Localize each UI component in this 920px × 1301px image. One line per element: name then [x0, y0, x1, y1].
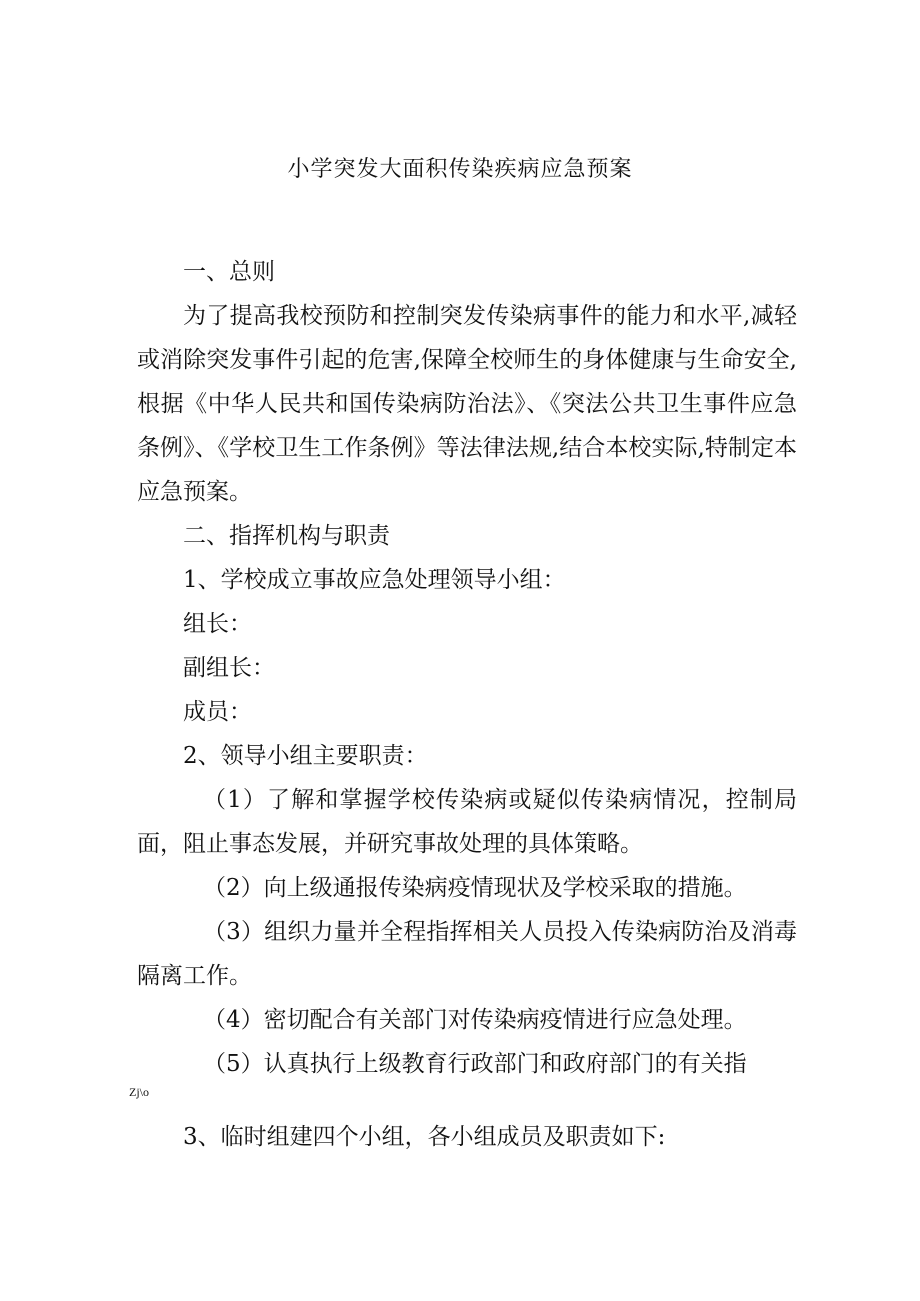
duty5-text: （5）认真执行上级教育行政部门和政府部门的有关指	[203, 1051, 747, 1077]
stray-text: Zj\o	[129, 1085, 149, 1099]
duty4-text: （4）密切配合有关部门对传染病疫情进行应急处理。	[203, 1007, 747, 1033]
item3-text: 3、临时组建四个小组，各小组成员及职责如下:	[183, 1124, 666, 1150]
item1-text: 1、学校成立事故应急处理领导小组：	[183, 567, 566, 593]
duty3-text: （3）组织力量并全程指挥相关人员投入传染病防治及消毒隔离工作。	[137, 919, 797, 989]
document-body	[137, 250, 797, 1086]
members-label: 成员：	[183, 699, 252, 725]
item2-text: 2、领导小组主要职责：	[183, 743, 428, 769]
document-title: 小学突发大面积传染疾病应急预案	[287, 157, 633, 182]
duty2-text: （2）向上级通报传染病疫情现状及学校采取的措施。	[203, 875, 747, 901]
section1-heading: 一、总则	[183, 259, 275, 285]
section2-heading: 二、指挥机构与职责	[183, 523, 390, 549]
leader-label: 组长：	[183, 611, 252, 637]
duty1-text: （1）了解和掌握学校传染病或疑似传染病情况，控制局面，阻止事态发展，并研究事故处理的具体策略。	[137, 787, 797, 857]
deputy-leader-label: 副组长：	[183, 655, 275, 681]
section1-paragraph: 为了提高我校预防和控制突发传染病事件的能力和水平,减轻或消除突发事件引起的危害,保障全校师生的身体健康与生命安全,根据《中华人民共和国传染病防治法》、《突法公共卫生事件应急条例》、《学校卫生工作条例》等法律法规,结合本校实际,特制定本应急预案。	[137, 303, 797, 505]
